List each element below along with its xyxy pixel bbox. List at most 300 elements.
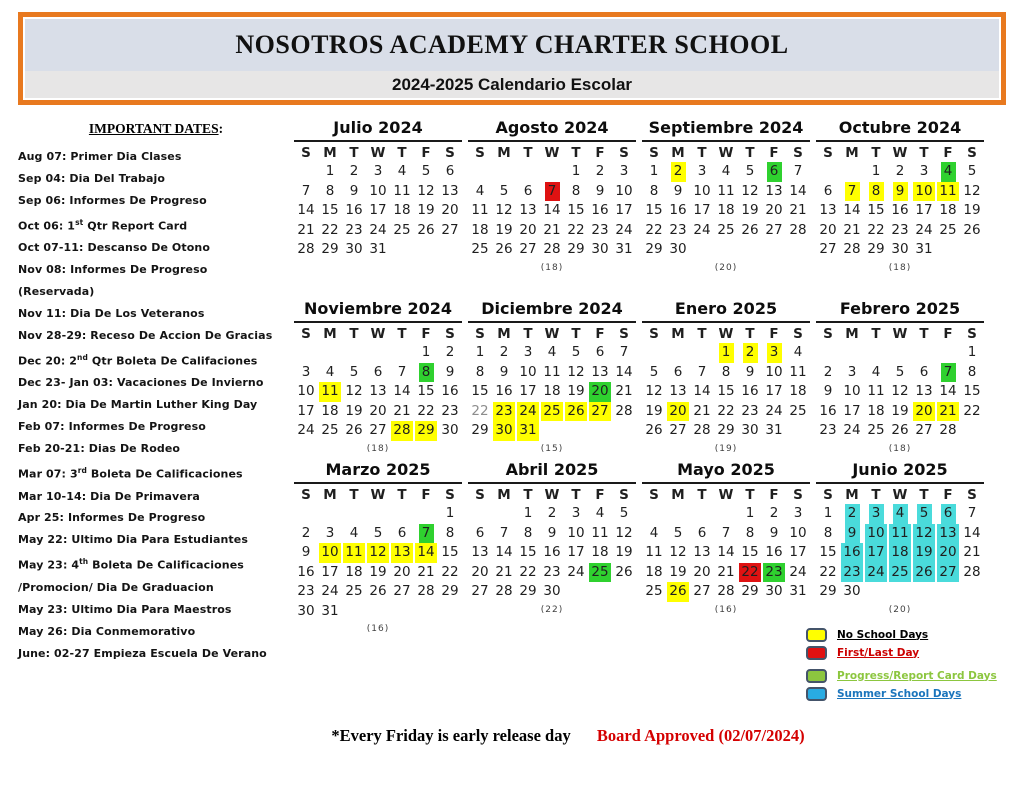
- day-cell: [666, 582, 690, 602]
- day-number: 1: [745, 505, 755, 521]
- day-number: 17: [915, 202, 933, 218]
- day-cell: [666, 182, 690, 202]
- day-number-highlight-yellow: 2: [743, 343, 758, 363]
- day-cell: [318, 421, 342, 441]
- board-approved-note: Board Approved (02/07/2024): [596, 726, 805, 745]
- day-number: 17: [693, 202, 711, 218]
- day-cell: [366, 582, 390, 602]
- day-number: 14: [789, 182, 807, 199]
- day-cell: [492, 221, 516, 241]
- day-cell: [840, 524, 864, 544]
- day-number: 28: [963, 563, 981, 580]
- day-cell: [540, 382, 564, 402]
- day-number: 16: [819, 402, 837, 419]
- important-date-item: /Promocion/ Dia De Graduacion: [18, 580, 214, 594]
- day-number: 19: [963, 202, 981, 218]
- day-number: 19: [669, 563, 687, 580]
- day-cell: [642, 402, 666, 422]
- day-cell: [816, 582, 840, 602]
- weekday-header: W: [544, 326, 560, 342]
- day-number-highlight-yellow: 31: [517, 421, 538, 441]
- weekday-header: T: [919, 487, 929, 503]
- month-day-grid: [294, 504, 462, 621]
- day-number: 3: [523, 344, 533, 360]
- day-cell: [516, 582, 540, 602]
- day-cell: [540, 240, 564, 260]
- month-calendar-febrero-2025: [816, 299, 984, 460]
- day-number: 8: [571, 182, 581, 199]
- weekday-header: S: [823, 326, 833, 342]
- day-number-highlight-yellow: 30: [493, 421, 514, 441]
- month-title: Abril 2025: [468, 460, 636, 484]
- day-cell: [816, 543, 840, 563]
- day-number: 9: [745, 363, 755, 380]
- weekday-header: S: [445, 487, 455, 503]
- day-number: 21: [615, 383, 633, 399]
- important-date-item: Oct 07-11: Descanso De Otono: [18, 241, 210, 255]
- empty-day-cell: [540, 162, 564, 182]
- day-number: 29: [717, 422, 735, 438]
- month-title: Noviembre 2024: [294, 299, 462, 323]
- important-date-item: Feb 20-21: Dias De Rodeo: [18, 442, 181, 456]
- empty-day-cell: [714, 504, 738, 524]
- day-number: 20: [819, 221, 837, 238]
- day-cell: [516, 201, 540, 221]
- day-number: 26: [369, 583, 387, 599]
- day-cell: [738, 582, 762, 602]
- day-cell: [468, 421, 492, 441]
- day-cell: [786, 582, 810, 602]
- day-number: 15: [717, 383, 735, 399]
- day-number: 16: [765, 544, 783, 560]
- day-cell: [642, 240, 666, 260]
- weekday-header: M: [497, 487, 511, 503]
- day-cell: [762, 524, 786, 544]
- day-cell: [612, 382, 636, 402]
- day-number: 7: [301, 182, 311, 199]
- weekday-header: W: [718, 145, 734, 161]
- day-number: 14: [543, 202, 561, 218]
- day-cell: [936, 524, 960, 544]
- day-number-highlight-red: 7: [545, 182, 560, 202]
- day-cell: [540, 343, 564, 363]
- school-days-count: (18): [888, 443, 912, 454]
- day-number: 18: [867, 402, 885, 419]
- weekday-header: S: [967, 326, 977, 342]
- day-number: 30: [765, 583, 783, 599]
- day-number-highlight-yellow: 26: [565, 402, 586, 422]
- day-number: 26: [345, 422, 363, 438]
- day-number-highlight-cyan: 25: [889, 563, 910, 583]
- day-number: 8: [745, 524, 755, 541]
- day-number: 18: [321, 402, 339, 419]
- day-number: 29: [819, 583, 837, 599]
- day-number-highlight-cyan: 24: [865, 563, 886, 583]
- day-cell: [786, 162, 810, 182]
- day-cell: [714, 363, 738, 383]
- day-cell: [588, 382, 612, 402]
- weekday-header: F: [943, 487, 953, 503]
- day-number: 4: [871, 363, 881, 380]
- day-cell: [366, 543, 390, 563]
- day-number-highlight-yellow: 21: [937, 402, 958, 422]
- empty-day-cell: [516, 162, 540, 182]
- day-number: 1: [325, 163, 335, 179]
- month-day-grid: [468, 343, 636, 441]
- day-cell: [468, 240, 492, 260]
- day-cell: [786, 182, 810, 202]
- legend-item-summer-school-days: [806, 687, 997, 700]
- day-cell: [438, 201, 462, 221]
- day-cell: [762, 162, 786, 182]
- day-cell: [690, 421, 714, 441]
- weekday-header: S: [649, 487, 659, 503]
- day-number: 4: [475, 182, 485, 199]
- month-title: Julio 2024: [294, 118, 462, 142]
- important-date-item: Dec 23- Jan 03: Vacaciones De Invierno: [18, 376, 264, 390]
- day-cell: [666, 363, 690, 383]
- day-cell: [438, 343, 462, 363]
- day-number: 16: [441, 383, 459, 399]
- day-number: 17: [789, 544, 807, 560]
- day-number: 1: [421, 344, 431, 360]
- day-cell: [642, 221, 666, 241]
- month-title: Marzo 2025: [294, 460, 462, 484]
- legend-label-progress-report-card-days: Progress/Report Card Days: [837, 669, 997, 682]
- empty-day-cell: [390, 504, 414, 524]
- day-number: 15: [519, 544, 537, 560]
- day-cell: [960, 343, 984, 363]
- day-number: 20: [441, 202, 459, 218]
- day-cell: [390, 402, 414, 422]
- day-number: 7: [793, 163, 803, 179]
- day-cell: [642, 363, 666, 383]
- day-number: 5: [619, 505, 629, 521]
- day-cell: [936, 402, 960, 422]
- day-number: 30: [669, 241, 687, 257]
- weekday-header: T: [919, 145, 929, 161]
- day-number-highlight-cyan: 26: [913, 563, 934, 583]
- day-number: 14: [717, 544, 735, 560]
- day-cell: [864, 201, 888, 221]
- day-cell: [936, 221, 960, 241]
- day-cell: [294, 524, 318, 544]
- day-number: 4: [793, 344, 803, 360]
- day-cell: [588, 504, 612, 524]
- day-cell: [762, 504, 786, 524]
- day-cell: [936, 201, 960, 221]
- day-cell: [540, 543, 564, 563]
- day-cell: [612, 221, 636, 241]
- day-number-highlight-yellow: 20: [667, 402, 688, 422]
- day-cell: [690, 524, 714, 544]
- weekday-header: S: [793, 487, 803, 503]
- day-cell: [318, 221, 342, 241]
- day-number-highlight-cyan: 12: [913, 524, 934, 544]
- day-cell: [414, 582, 438, 602]
- month-day-grid: [294, 343, 462, 441]
- day-number: 9: [301, 544, 311, 560]
- day-number: 12: [615, 524, 633, 541]
- important-date-item: Nov 08: Informes De Progreso: [18, 263, 208, 277]
- legend-item-no-school-days: [806, 628, 997, 641]
- day-cell: [786, 221, 810, 241]
- weekday-header: T: [397, 145, 407, 161]
- day-number-highlight-yellow: 26: [667, 582, 688, 602]
- day-cell: [516, 563, 540, 583]
- legend-color-box-first-last-day: [806, 646, 827, 660]
- day-number: 13: [819, 202, 837, 218]
- day-cell: [864, 363, 888, 383]
- weekday-header-row: [642, 325, 810, 343]
- day-cell: [468, 582, 492, 602]
- day-number-highlight-yellow: 10: [319, 543, 340, 563]
- day-cell: [390, 524, 414, 544]
- day-cell: [642, 421, 666, 441]
- day-number: 5: [745, 163, 755, 179]
- day-number-highlight-green: 8: [419, 363, 434, 383]
- day-cell: [864, 240, 888, 260]
- day-cell: [492, 182, 516, 202]
- day-number: 24: [321, 583, 339, 599]
- day-cell: [912, 543, 936, 563]
- important-date-item: Aug 07: Primer Dia Clases: [18, 150, 182, 163]
- day-number: 17: [843, 402, 861, 419]
- day-number: 7: [967, 505, 977, 521]
- day-cell: [936, 543, 960, 563]
- day-cell: [318, 240, 342, 260]
- weekday-header: T: [745, 487, 755, 503]
- weekday-header-row: [816, 486, 984, 504]
- day-number: 6: [919, 363, 929, 380]
- day-cell: [588, 162, 612, 182]
- day-cell: [492, 201, 516, 221]
- day-number-highlight-cyan: 6: [941, 504, 956, 524]
- day-cell: [294, 221, 318, 241]
- day-cell: [666, 221, 690, 241]
- day-cell: [912, 363, 936, 383]
- day-cell: [564, 524, 588, 544]
- day-cell: [690, 201, 714, 221]
- day-number: 21: [297, 221, 315, 238]
- day-number: 1: [823, 505, 833, 521]
- day-cell: [786, 343, 810, 363]
- day-number: 8: [475, 363, 485, 380]
- important-dates-title: [18, 121, 294, 137]
- weekday-header: T: [919, 326, 929, 342]
- day-number: 18: [543, 383, 561, 399]
- day-number: 10: [693, 182, 711, 199]
- day-number: 1: [475, 344, 485, 360]
- day-cell: [936, 382, 960, 402]
- day-cell: [318, 602, 342, 622]
- day-number: 12: [495, 202, 513, 218]
- day-cell: [564, 382, 588, 402]
- day-number: 12: [891, 383, 909, 399]
- months-grid: [294, 118, 990, 634]
- day-number: 13: [765, 182, 783, 199]
- day-cell: [414, 221, 438, 241]
- empty-day-cell: [366, 504, 390, 524]
- day-cell: [738, 421, 762, 441]
- day-cell: [738, 543, 762, 563]
- day-cell: [816, 402, 840, 422]
- day-number: 11: [591, 524, 609, 541]
- day-cell: [642, 201, 666, 221]
- day-cell: [888, 221, 912, 241]
- day-cell: [864, 402, 888, 422]
- day-number-highlight-yellow: 9: [893, 182, 908, 202]
- day-number: 13: [669, 383, 687, 399]
- day-number: 19: [615, 544, 633, 560]
- day-cell: [786, 524, 810, 544]
- month-title: Septiembre 2024: [642, 118, 810, 142]
- day-number-highlight-cyan: 18: [889, 543, 910, 563]
- day-cell: [864, 182, 888, 202]
- day-number: 24: [369, 221, 387, 238]
- weekday-header: M: [497, 326, 511, 342]
- day-number: 16: [345, 202, 363, 218]
- day-cell: [786, 382, 810, 402]
- weekday-header-row: [816, 325, 984, 343]
- weekday-header: T: [349, 145, 359, 161]
- empty-day-cell: [666, 343, 690, 363]
- day-number: 13: [471, 544, 489, 560]
- day-number: 27: [519, 241, 537, 257]
- day-cell: [864, 421, 888, 441]
- day-number: 7: [721, 524, 731, 541]
- day-number: 13: [915, 383, 933, 399]
- month-day-grid: [642, 162, 810, 260]
- weekday-header: M: [497, 145, 511, 161]
- month-calendar-octubre-2024: [816, 118, 984, 299]
- weekday-header-row: [468, 144, 636, 162]
- day-cell: [366, 201, 390, 221]
- month-day-grid: [468, 504, 636, 602]
- day-cell: [786, 543, 810, 563]
- school-days-count: (20): [888, 604, 912, 615]
- weekday-header: S: [619, 326, 629, 342]
- day-cell: [816, 563, 840, 583]
- day-number-highlight-yellow: 8: [869, 182, 884, 202]
- day-number: 7: [697, 363, 707, 380]
- weekday-header: W: [892, 326, 908, 342]
- day-cell: [540, 402, 564, 422]
- day-cell: [492, 582, 516, 602]
- day-number: 10: [843, 383, 861, 399]
- day-number: 21: [495, 563, 513, 580]
- empty-day-cell: [888, 343, 912, 363]
- day-number: 2: [547, 505, 557, 521]
- day-cell: [840, 563, 864, 583]
- day-number: 4: [721, 163, 731, 179]
- day-cell: [762, 343, 786, 363]
- day-cell: [588, 363, 612, 383]
- day-number: 22: [321, 221, 339, 238]
- day-number: 28: [843, 241, 861, 257]
- day-number: 22: [645, 221, 663, 238]
- day-number: 22: [717, 402, 735, 419]
- day-cell: [318, 524, 342, 544]
- month-calendar-junio-2025: [816, 460, 984, 634]
- empty-day-cell: [864, 343, 888, 363]
- month-calendar-julio-2024: [294, 118, 462, 299]
- day-cell: [888, 240, 912, 260]
- day-number: 16: [891, 202, 909, 218]
- day-number: 22: [963, 402, 981, 419]
- day-cell: [960, 504, 984, 524]
- day-number: 13: [441, 182, 459, 199]
- empty-day-cell: [342, 504, 366, 524]
- day-number: 5: [571, 344, 581, 360]
- day-cell: [318, 582, 342, 602]
- weekday-header: F: [595, 326, 605, 342]
- month-day-grid: [642, 343, 810, 441]
- day-number: 13: [519, 202, 537, 218]
- day-cell: [840, 382, 864, 402]
- important-date-item: (Reservada): [18, 285, 95, 299]
- day-number: 14: [495, 544, 513, 560]
- day-number: 23: [819, 422, 837, 438]
- day-cell: [516, 363, 540, 383]
- weekday-header: W: [892, 487, 908, 503]
- day-number-highlight-yellow: 27: [589, 402, 610, 422]
- day-cell: [642, 563, 666, 583]
- day-number-highlight-green: 4: [941, 162, 956, 182]
- day-number: 2: [823, 363, 833, 380]
- day-cell: [864, 524, 888, 544]
- weekday-header: S: [823, 145, 833, 161]
- empty-day-cell: [318, 504, 342, 524]
- day-number: 18: [789, 383, 807, 399]
- day-number-highlight-green: 23: [763, 563, 784, 583]
- day-number: 6: [697, 524, 707, 541]
- weekday-header: M: [323, 145, 337, 161]
- day-number: 8: [445, 524, 455, 541]
- day-cell: [738, 524, 762, 544]
- day-number: 1: [445, 505, 455, 521]
- day-number: 10: [297, 383, 315, 399]
- day-number: 12: [645, 383, 663, 399]
- legend-item-progress-report-card-days: [806, 669, 997, 682]
- day-number: 4: [325, 363, 335, 380]
- day-cell: [414, 363, 438, 383]
- day-cell: [738, 402, 762, 422]
- weekday-header: S: [475, 145, 485, 161]
- day-cell: [366, 563, 390, 583]
- day-cell: [438, 382, 462, 402]
- day-number: 1: [871, 163, 881, 179]
- day-cell: [816, 524, 840, 544]
- weekday-header: T: [523, 487, 533, 503]
- day-cell: [588, 543, 612, 563]
- day-cell: [588, 563, 612, 583]
- weekday-header: T: [697, 326, 707, 342]
- day-number: 24: [843, 422, 861, 438]
- day-number: 12: [669, 544, 687, 560]
- important-date-item: Feb 07: Informes De Progreso: [18, 420, 206, 434]
- day-number: 26: [615, 563, 633, 580]
- day-number: 26: [741, 221, 759, 238]
- day-number: 1: [649, 163, 659, 179]
- day-cell: [342, 421, 366, 441]
- day-cell: [294, 201, 318, 221]
- day-number: 28: [693, 422, 711, 438]
- day-number: 15: [441, 544, 459, 560]
- day-cell: [888, 421, 912, 441]
- day-cell: [564, 221, 588, 241]
- day-number: 9: [445, 363, 455, 380]
